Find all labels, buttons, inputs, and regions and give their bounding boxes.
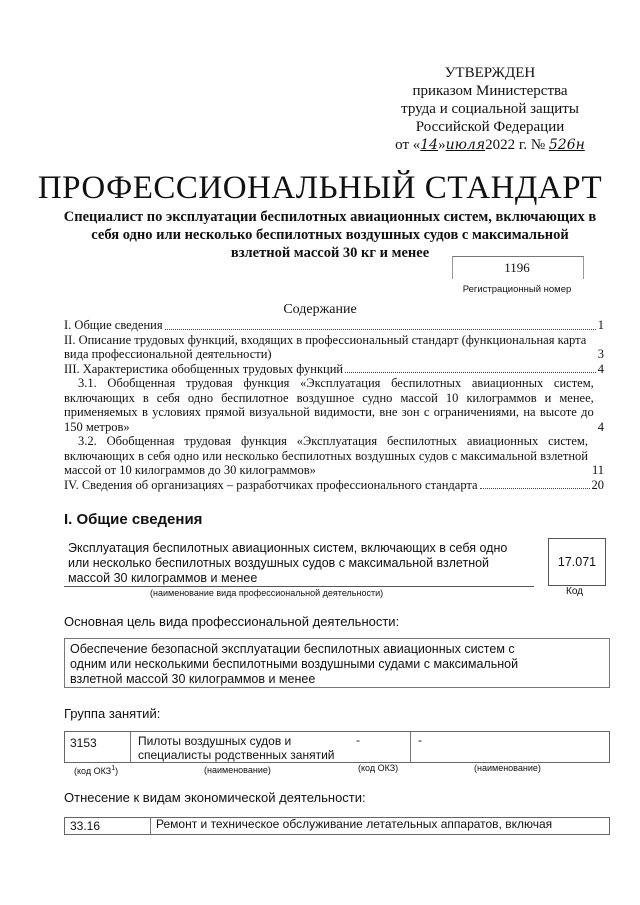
registration-label: Регистрационный номер [462, 284, 572, 295]
okz-name-2: - [418, 733, 422, 747]
document-title: ПРОФЕССИОНАЛЬНЫЙ СТАНДАРТ [37, 170, 603, 206]
table-divider [150, 817, 151, 835]
goal-label: Основная цель вида профессиональной деятельности: [64, 614, 400, 629]
toc-item[interactable]: II. Описание трудовых функций, входящих в профессиональный стандарт (функциональная карта вида профессиональной деятельности) 3 [64, 332, 604, 361]
table-divider [410, 731, 411, 763]
approval-date-line: от «14»июля2022 г. № 526н [395, 137, 585, 153]
toc-title: Содержание [283, 302, 357, 317]
table-of-contents [64, 318, 604, 492]
approval-month: июля [445, 137, 486, 153]
activity-caption: (наименование вида профессиональной деятельности) [150, 588, 384, 598]
activity-code: 17.071 [548, 538, 606, 586]
toc-item[interactable]: I. Общие сведения 1 [64, 318, 604, 332]
approval-line-2: труда и социальной защиты [401, 101, 579, 117]
okved-label: Отнесение к видам экономической деятельности: [64, 790, 366, 805]
approval-block [360, 64, 620, 154]
toc-item[interactable]: 3.2. Обобщенная трудовая функция «Эксплуатация беспилотных авиационных систем, включающих в себя одно или несколько беспилотных воздушных судов с максимальной взлетной массой от 10 килограммов до 30 килограммов» 11 [64, 434, 604, 477]
toc-item[interactable]: 3.1. Обобщенная трудовая функция «Эксплуатация беспилотных авиационных систем, включающих в себя одно беспилотное воздушное судно массой 10 килограммов и менее, применяемых в условиях прямой визуальной видимости, вне зон с ограничениями, на высоте до 150 метров» 4 [64, 376, 604, 434]
caption-okz-name-1: (наименование) [204, 765, 271, 775]
approval-line-3: Российской Федерации [415, 119, 565, 135]
okz-code-1: 3153 [70, 736, 97, 750]
toc-item[interactable]: IV. Сведения об организациях – разработчиках профессионального стандарта 20 [64, 477, 604, 492]
activity-name: Эксплуатация беспилотных авиационных систем, включающих в себя одно или несколько беспилотных воздушных судов с максимальной взлетной массой 30 килограммов и менее [68, 541, 508, 585]
okz-code-2: - [356, 733, 360, 747]
activity-underline [64, 586, 534, 587]
approval-heading: УТВЕРЖДЕН [444, 65, 536, 81]
code-caption: Код [566, 586, 584, 597]
document-subtitle: Специалист по эксплуатации беспилотных авиационных систем, включающих в себя одно или несколько беспилотных воздушных судов с максимальной взлетной массой 30 кг и менее [63, 209, 597, 261]
okz-name-1: Пилоты воздушных судов и специалисты родственных занятий [138, 734, 335, 762]
goal-text: Обеспечение безопасной эксплуатации беспилотных авиационных систем с одним или несколькими беспилотными воздушными судами с максимальной взлетной массой 30 килограммов и менее [70, 642, 519, 686]
group-label: Группа занятий: [64, 706, 161, 721]
caption-okz-code-1: (код ОКЗ$^1$) [74, 765, 119, 776]
table-divider [130, 731, 131, 763]
approval-line-1: приказом Министерства [412, 83, 568, 99]
okved-code: 33.16 [70, 819, 101, 833]
toc-item[interactable]: III. Характеристика обобщенных трудовых функций 4 [64, 361, 604, 376]
caption-okz-code-2: (код ОКЗ) [358, 763, 399, 773]
section-heading: I. Общие сведения [64, 511, 203, 528]
registration-number: 1196 [504, 260, 530, 275]
caption-okz-name-2: (наименование) [474, 763, 541, 773]
order-number: 526н [548, 137, 585, 153]
approval-day: 14 [420, 137, 439, 153]
okved-name: Ремонт и техническое обслуживание летательных аппаратов, включая [156, 817, 553, 831]
